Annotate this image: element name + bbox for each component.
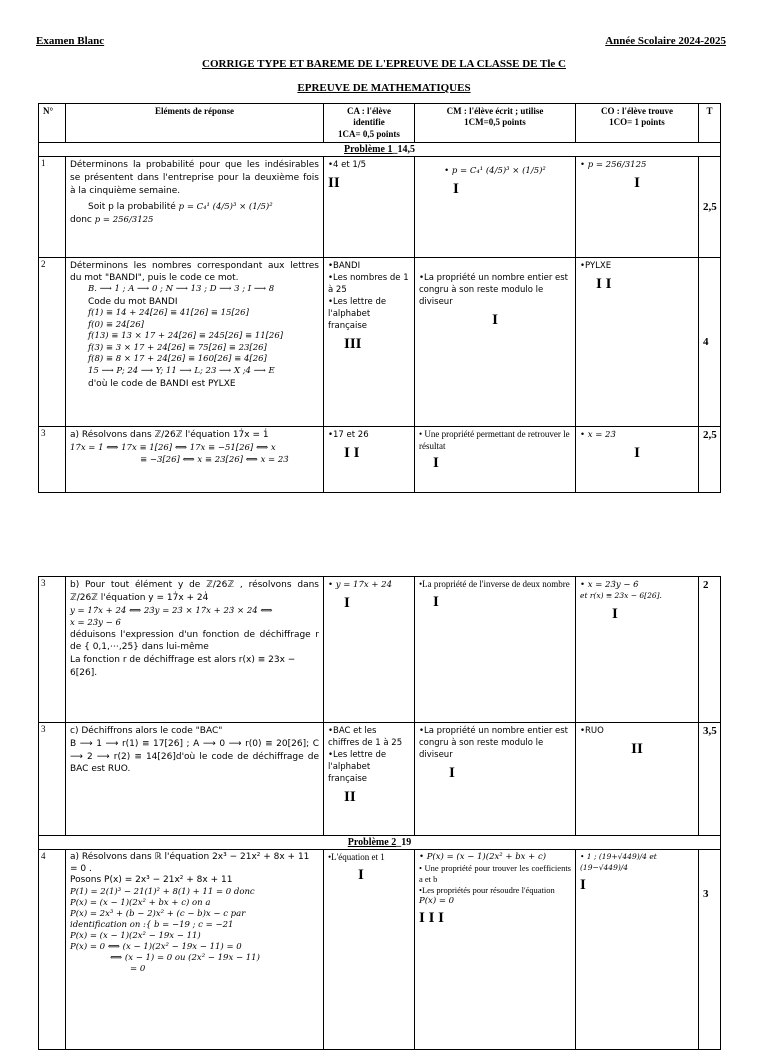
row-number: 3 [39,723,66,836]
col-ca-line: CA : l'élève [347,106,391,116]
answer-line: f(0) ≡ 24[26] [88,319,144,330]
answer-text: Déterminons la probabilité pour que les indésirables se présentent dans l'entreprise pour la deuxième fois à la cinquième semaine. [70,160,319,196]
co-grade: I [580,877,586,894]
ca-text: •4 et 1/5 [328,160,367,170]
co-text: • x = 23̇y − 6̇ [580,580,639,590]
table-row [39,723,721,836]
total-points: 4 [699,258,721,427]
answer-text: a) Résolvons dans ℤ/26ℤ l'équation 17̇x = 1̇ [70,430,269,440]
answer-line: identification on :{ b = −19 ; c = −21 [70,920,234,931]
ca-grade: II [328,175,340,192]
col-ca [324,104,415,143]
co-text: • p = 256/3125 [580,160,647,170]
co-grade: I [612,605,618,622]
co-cell [576,723,699,836]
co-text: • 1 ; (19+√449)/4 et (19−√449)/4 [580,852,657,872]
cm-text: •La propriété de l'inverse de deux nombre [419,579,570,589]
co-text: •PYLXE [580,261,612,271]
answer-line: f(8) ≡ 8 × 17 + 24[26] ≡ 160[26] ≡ 4[26] [88,354,267,365]
co-grade: I [634,175,640,192]
cm-text: P(x) = 0 [419,896,455,907]
col-co [576,104,699,143]
answer-line: 15 ⟶ P; 24 ⟶ Y; 11 ⟶ L; 23 ⟶ X ;4 ⟶ E [88,365,275,376]
co-cell [576,577,699,723]
col-cm [415,104,576,143]
grading-table-2 [38,576,721,1050]
col-ca-line: identifie [353,117,385,128]
answer-line: f(13) ≡ 13 × 17 + 24[26] ≡ 245[26] ≡ 11[26] [88,331,284,342]
answer-elements [66,427,324,493]
school-year: Année Scolaire 2024-2025 [605,35,726,47]
answer-line: y = 17̇x + 24̇ ⟺ 23̇y = 23̇ × 17̇x + 23̇ × 24̇ ⟺ [70,605,273,616]
answer-text: déduisons l'expression d'un fonction de déchiffrage r de { 0,1,⋯,25} dans lui-même [70,629,319,653]
col-total: T [699,104,721,143]
ca-text: •Les lettre de l'alphabet française [328,750,387,785]
row-number: 3 [39,427,66,493]
ca-text: • y = 17̇x + 24̇ [328,580,392,590]
ca-cell [324,850,415,1050]
cm-text: •La propriété un nombre entier est congru à son reste modulo le diviseur [419,273,569,308]
problem-score: _19 [396,837,412,848]
total-points: 3 [699,850,721,1050]
cm-cell [415,427,576,493]
co-grade: II [631,741,643,758]
answer-text: Déterminons les nombres correspondant aux lettres du mot "BANDI", puis le code ce mot. [70,261,319,284]
col-elements: Eléments de réponse [66,104,324,143]
cm-text: • Une propriété pour trouver les coefficients a et b [419,863,571,885]
cm-text: •Les propriétés pour résoudre l'équation [419,885,555,896]
answer-line: P(x) = 2x³ + (b − 2)x² + (c − b)x − c par [70,909,246,920]
cm-cell [415,258,576,427]
col-cm-line: CM : l'élève écrit ; utilise [446,106,544,116]
answer-text: a) Résolvons dans ℝ l'équation 2x³ − 21x² + 8x + 11 = 0 . [70,852,310,874]
answer-formula: p = C₄¹ (4/5)³ × (1/5)² [178,202,273,213]
answer-line: P(x) = 0 ⟺ (x − 1)(2x² − 19x − 11) = 0 [70,942,242,953]
answer-text: b) Pour tout élément y de ℤ/26ℤ , résolvons dans ℤ/26ℤ l'équation y = 17̇x + 24̇ [70,580,319,603]
col-ca-line: 1CA= 0,5 points [338,128,400,139]
document-title: CORRIGE TYPE ET BAREME DE L'EPREUVE DE LA CLASSE DE Tle C [202,58,566,70]
answer-elements [66,157,324,258]
co-cell [576,850,699,1050]
answer-line: ⟺ (x − 1) = 0 ou (2x² − 19x − 11) [110,953,260,964]
co-text: •RUO [580,726,604,736]
answer-text: La fonction r de déchiffrage est alors r(x) ≡ 23x − 6[26]. [70,655,296,678]
answer-line: P(x) = (x − 1)(2x² + bx + c) on a [70,898,211,909]
cm-grade: I [492,312,498,329]
problem-2-header [39,836,721,850]
table-row [39,577,721,723]
answer-text: B ⟶ 1 ⟶ r(1) ≡ 17[26] ; A ⟶ 0 ⟶ r(0) ≡ 20[26]; C ⟶ 2 ⟶ r(2) ≡ 14[26]d'où le code de déchiffrage de BAC est RUO. [70,738,319,775]
cm-grade: I [433,593,439,610]
problem-label: Problème 2 [347,837,397,848]
answer-text: Soit p la probabilité [88,202,176,213]
answer-text: c) Déchiffrons alors le code "BAC" [70,726,223,736]
table-row [39,157,721,258]
cm-cell [415,157,576,258]
answer-line: = 0 [130,964,146,975]
total-points: 2 [699,577,721,723]
ca-text: •17 et 26 [328,430,369,440]
table-row [39,427,721,493]
answer-line: P(1) = 2(1)³ − 21(1)² + 8(1) + 11 = 0 donc [70,887,255,898]
column-header-row [39,104,721,143]
cm-cell [415,577,576,723]
answer-line: ≡ −3[26] ⟺ x ≡ 23[26] ⟺ x = 23̇ [140,454,289,465]
answer-line: f(1) ≡ 14 + 24[26] ≡ 41[26] ≡ 15[26] [88,308,249,319]
table-row [39,258,721,427]
co-grade: I I [596,276,612,293]
ca-grade: III [344,336,362,353]
ca-grade: I [344,595,350,612]
answer-line: f(3) ≡ 3 × 17 + 24[26] ≡ 75[26] ≡ 23[26] [88,342,267,353]
cm-text: •La propriété un nombre entier est congru à son reste modulo le diviseur [419,726,569,761]
total-points: 3,5 [699,723,721,836]
cm-text: • p = C₄¹ (4/5)³ × (1/5)² [444,166,546,176]
answer-elements [66,723,324,836]
answer-line: Posons P(x) = 2x³ − 21x² + 8x + 11 [70,875,233,886]
problem-label: Problème 1 [344,144,393,155]
col-number: N° [39,104,66,143]
cm-text: • P(x) = (x − 1)(2x² + bx + c) [419,852,547,862]
row-number: 2 [39,258,66,427]
co-cell [576,427,699,493]
row-number: 3 [39,577,66,723]
ca-text: •BAC et les chiffres de 1 à 25 [328,726,403,749]
ca-text: •BANDI [328,261,361,271]
co-grade: I [634,445,640,462]
cm-grade: I [433,455,439,472]
ca-cell [324,577,415,723]
ca-cell [324,723,415,836]
co-text: • x = 23̇ [580,430,616,440]
subject-title: EPREUVE DE MATHEMATIQUES [297,82,471,94]
cm-grade: I I I [419,910,445,927]
ca-grade: II [344,789,356,806]
cm-cell [415,723,576,836]
cm-grade: I [449,765,455,782]
col-co-line: CO : l'élève trouve [600,106,674,116]
col-co-line: 1CO= 1 points [609,117,665,128]
answer-line: x = 23̇y − 6̇ [70,617,121,628]
answer-result: p = 256/3125 [94,215,154,226]
ca-cell [324,157,415,258]
answer-text: donc [70,215,92,226]
ca-cell [324,258,415,427]
answer-elements [66,850,324,1050]
ca-text: •L'équation et 1 [328,852,385,862]
problem-score: _14,5 [392,144,415,155]
answer-line: Code du mot BANDI [88,297,178,308]
co-cell [576,258,699,427]
ca-grade: I I [344,445,360,462]
cm-text: • Une propriété permettant de retrouver le résultat [419,429,570,451]
co-cell [576,157,699,258]
total-points: 2,5 [699,427,721,493]
ca-text: •Les lettre de l'alphabet française [328,297,387,332]
co-text: et r(x) ≡ 23x − 6[26]. [580,591,662,601]
cm-grade: I [453,181,459,198]
ca-cell [324,427,415,493]
row-number: 4 [39,850,66,1050]
grading-table-1 [38,103,721,493]
exam-type: Examen Blanc [36,35,105,47]
answer-elements [66,258,324,427]
answer-line: P(x) = (x − 1)(2x² − 19x − 11) [70,931,201,942]
answer-line: B. ⟶ 1 ; A ⟶ 0 ; N ⟶ 13 ; D ⟶ 3 ; I ⟶ 8 [88,284,275,295]
total-points: 2,5 [699,157,721,258]
ca-text: •Les nombres de 1 à 25 [328,273,409,296]
problem-1-header [39,143,721,157]
cm-cell [415,850,576,1050]
answer-conclusion: d'où le code de BANDI est PYLXE [88,378,236,389]
ca-grade: I [358,866,364,883]
table-row [39,850,721,1050]
answer-elements [66,577,324,723]
row-number: 1 [39,157,66,258]
answer-line: 17̇x = 1̇ ⟺ 17x ≡ 1[26] ⟺ 17x ≡ −51[26] ⟺ x [70,442,276,453]
col-cm-line: 1CM=0,5 points [464,117,526,128]
